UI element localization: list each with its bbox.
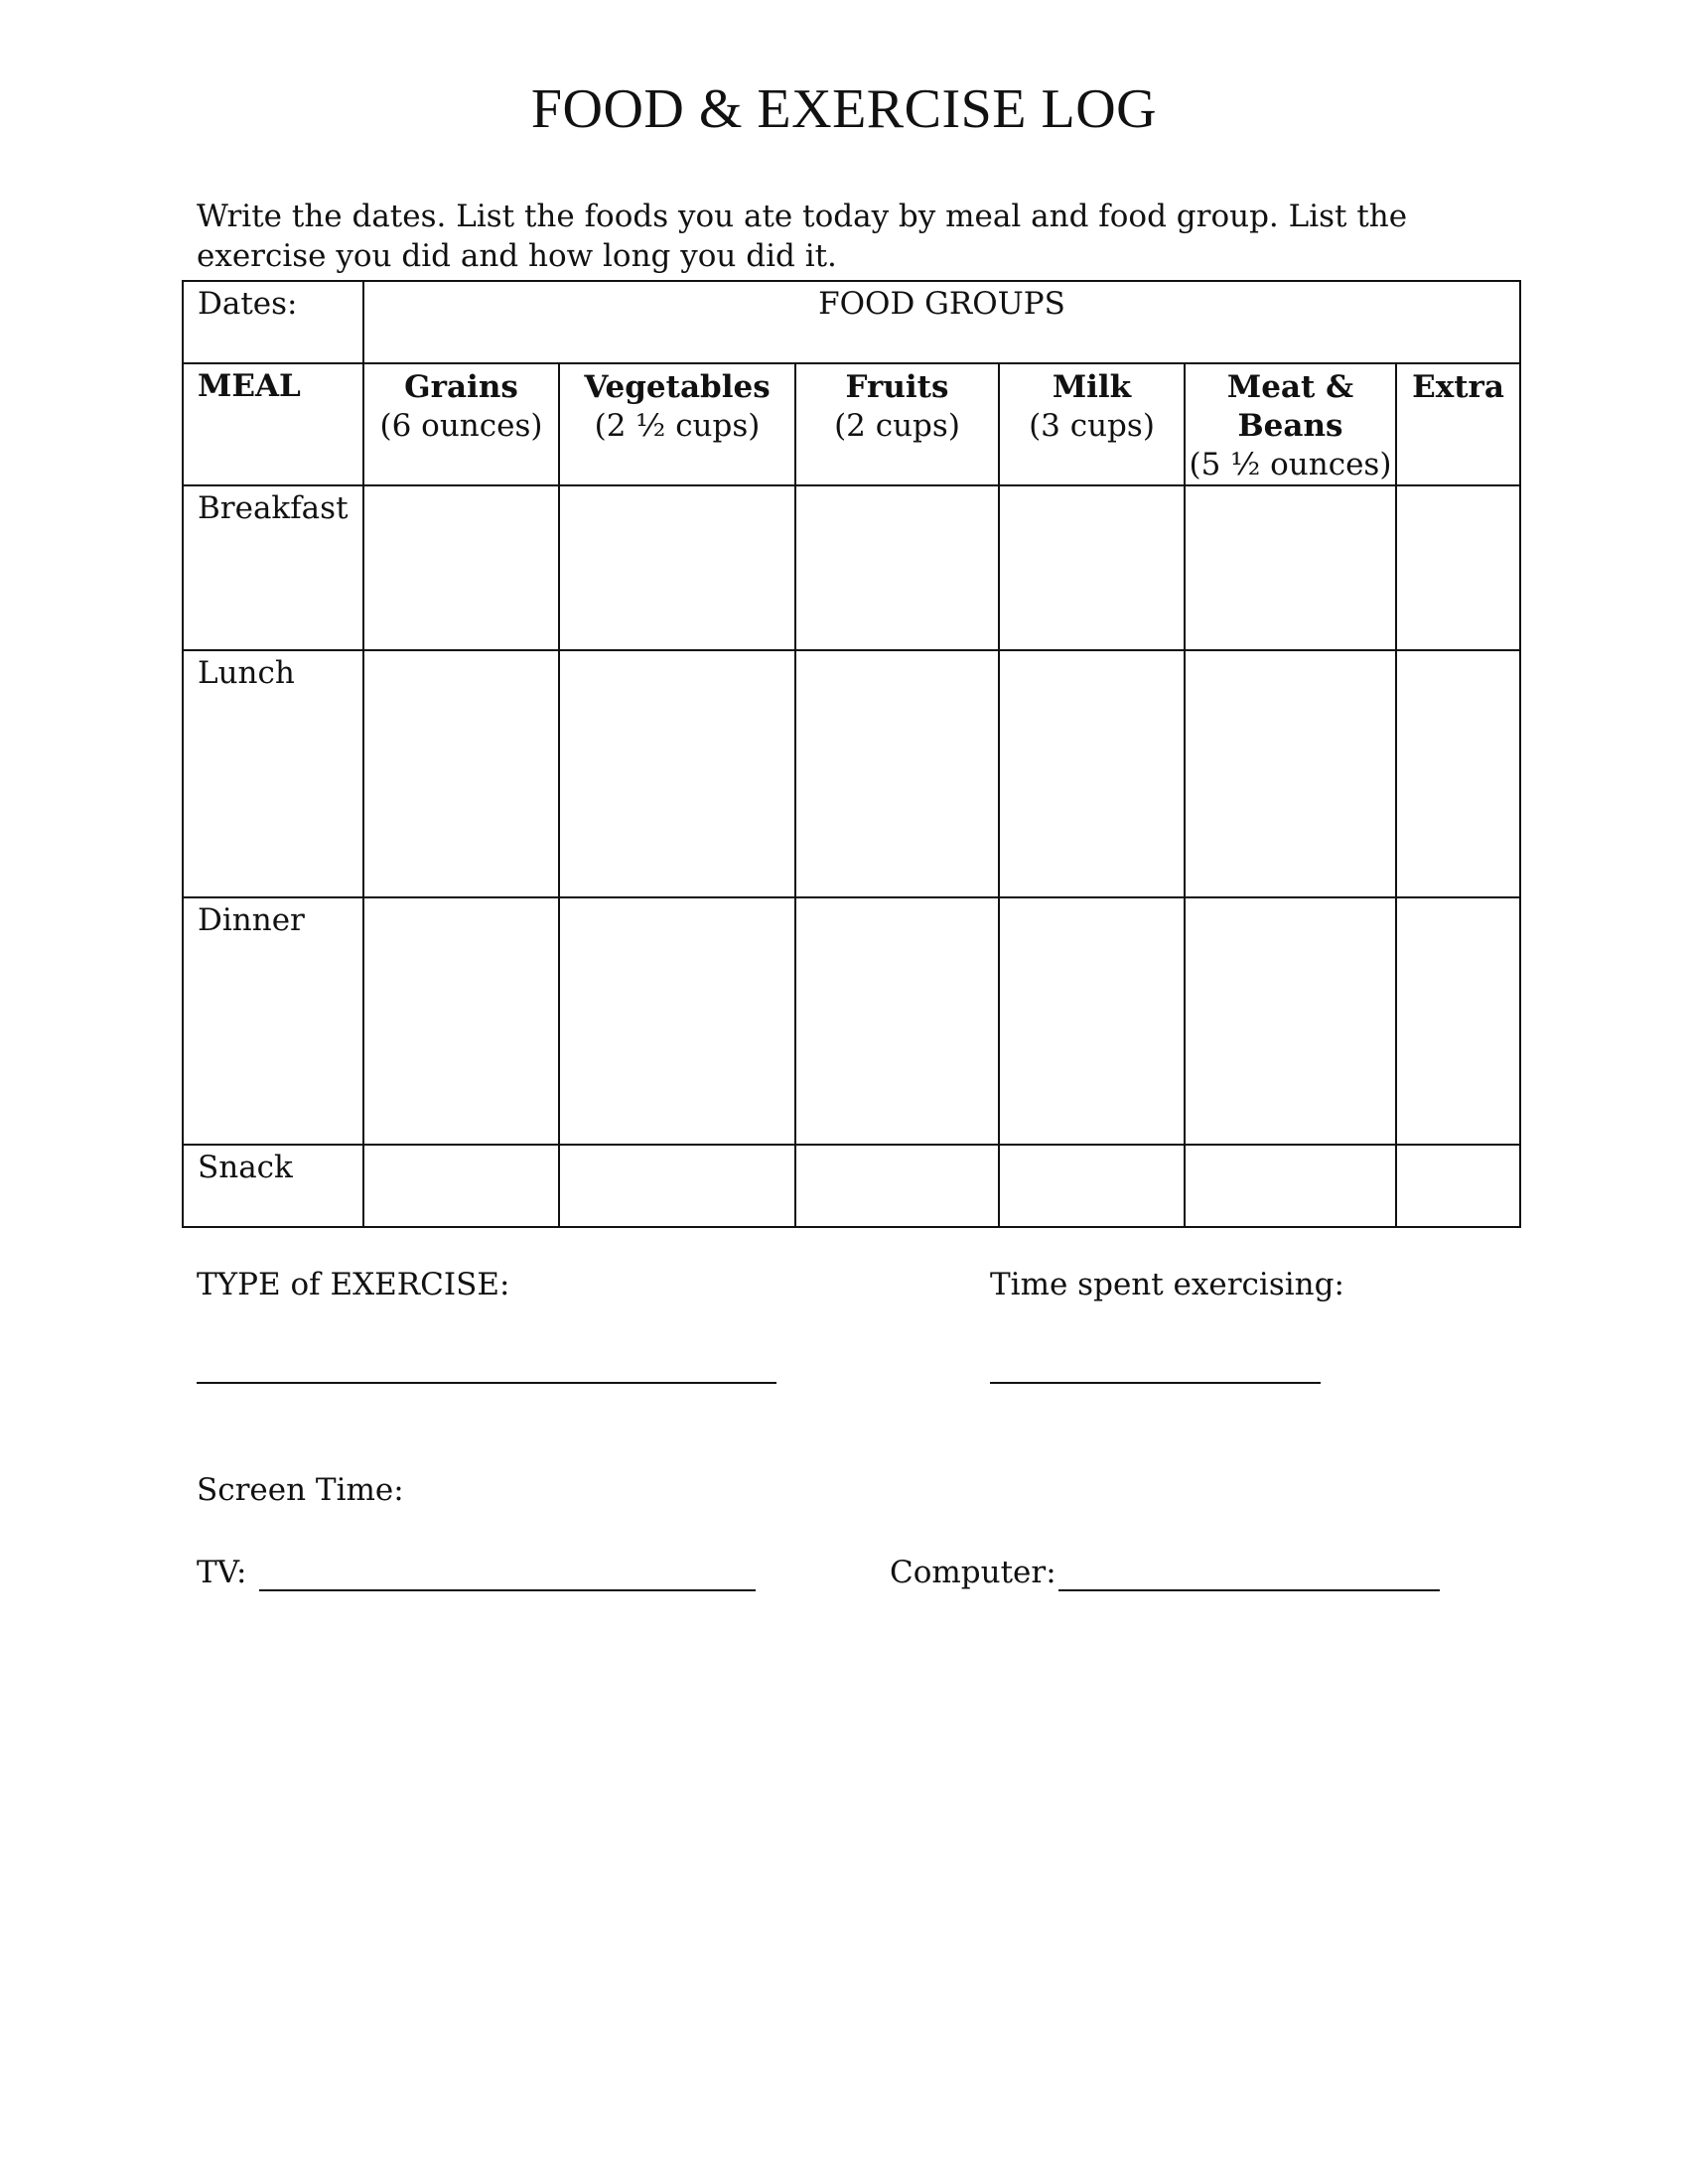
tv-line[interactable] [259, 1589, 756, 1591]
dates-label: Dates: [198, 286, 298, 322]
screen-time-label: Screen Time: [197, 1472, 404, 1508]
meal-label-breakfast: Breakfast [183, 485, 363, 650]
log-cell[interactable] [999, 485, 1185, 650]
instructions-text: Write the dates. List the foods you ate today by meal and food group. List the exercise you did and how long you did it. [197, 199, 1408, 274]
computer-line[interactable] [1058, 1589, 1440, 1591]
log-cell[interactable] [1185, 485, 1396, 650]
log-cell[interactable] [559, 1145, 795, 1227]
log-cell[interactable] [1396, 485, 1520, 650]
log-cell[interactable] [363, 650, 559, 897]
group-header-milk: Milk (3 cups) [999, 363, 1185, 485]
log-cell[interactable] [363, 897, 559, 1145]
computer-label: Computer: [890, 1555, 1056, 1590]
log-cell[interactable] [1185, 897, 1396, 1145]
meal-label-lunch: Lunch [183, 650, 363, 897]
log-cell[interactable] [1396, 1145, 1520, 1227]
log-cell[interactable] [1185, 1145, 1396, 1227]
log-cell[interactable] [999, 650, 1185, 897]
log-cell[interactable] [795, 650, 999, 897]
log-cell[interactable] [795, 485, 999, 650]
meal-header: MEAL [183, 363, 363, 485]
exercise-time-line[interactable] [990, 1382, 1321, 1384]
meal-label-dinner: Dinner [183, 897, 363, 1145]
group-header-meat-beans: Meat & Beans (5 ½ ounces) [1185, 363, 1396, 485]
log-cell[interactable] [363, 485, 559, 650]
log-cell[interactable] [559, 650, 795, 897]
log-cell[interactable] [1185, 650, 1396, 897]
exercise-type-label: TYPE of EXERCISE: [197, 1267, 510, 1302]
meal-label-snack: Snack [183, 1145, 363, 1227]
food-log-table [182, 280, 1521, 1228]
log-cell[interactable] [1396, 897, 1520, 1145]
page-title: FOOD & EXERCISE LOG [530, 78, 1158, 140]
group-header-extra: Extra [1396, 363, 1520, 485]
group-header-grains: Grains (6 ounces) [363, 363, 559, 485]
log-cell[interactable] [999, 1145, 1185, 1227]
log-cell[interactable] [1396, 650, 1520, 897]
log-cell[interactable] [363, 1145, 559, 1227]
log-cell[interactable] [795, 897, 999, 1145]
log-cell[interactable] [559, 897, 795, 1145]
group-header-vegetables: Vegetables (2 ½ cups) [559, 363, 795, 485]
log-cell[interactable] [795, 1145, 999, 1227]
exercise-type-line[interactable] [197, 1382, 776, 1384]
food-groups-header: FOOD GROUPS [363, 281, 1520, 363]
log-cell[interactable] [999, 897, 1185, 1145]
tv-label: TV: [197, 1555, 247, 1590]
group-header-fruits: Fruits (2 cups) [795, 363, 999, 485]
exercise-time-label: Time spent exercising: [990, 1267, 1344, 1302]
log-cell[interactable] [559, 485, 795, 650]
dates-cell[interactable] [183, 281, 363, 363]
